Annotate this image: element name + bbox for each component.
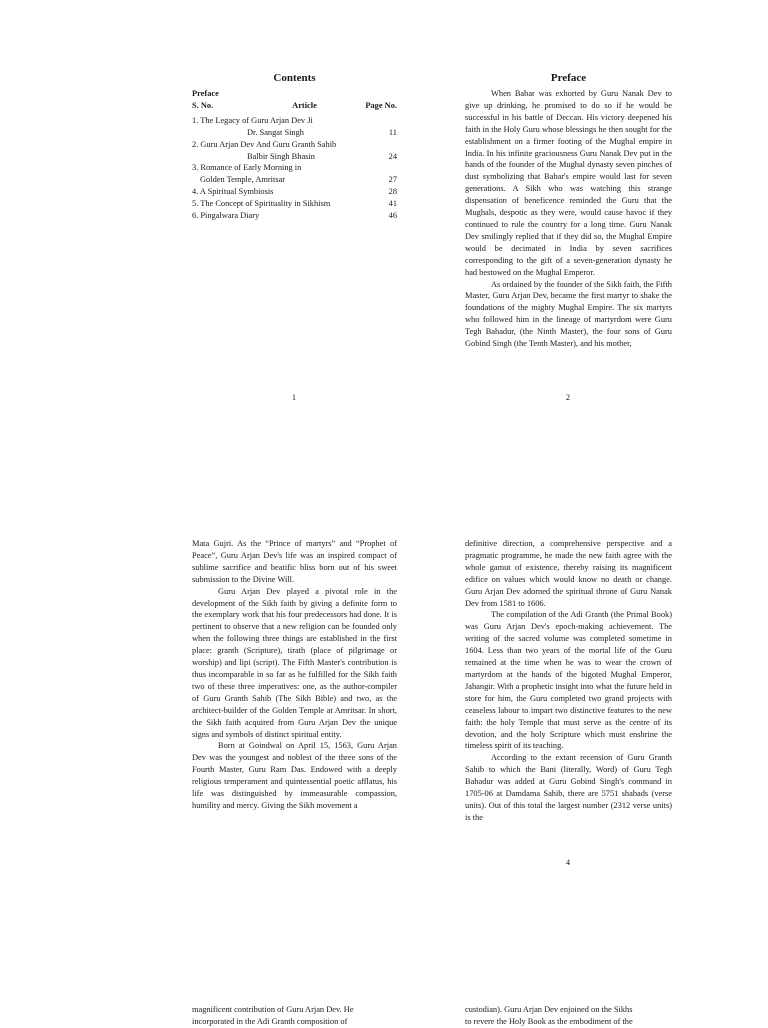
body-paragraph: definitive direction, a comprehensive perspective and a pragmatic programme, he made the new faith agree with the whole gamut of existence, thereby raising its magnificent edifice on values which would know no death or change. Guru Arjan Dev adorned the spiritual throne of Guru Nanak Dev from 1581 to 1606.	[465, 539, 672, 608]
contents-list	[192, 115, 397, 222]
body-paragraph: The compilation of the Adi Granth (the Primal Book) was Guru Arjan Dev's epoch-making achievement. The writing of the sacred volume was completed sometime in 1604. Less than two years of the mortal life of the Guru remained at the time when he was to wear the crown of martyrdom at the hands of the bigoted Mughal Emperor, Jahangir. With a prophetic insight into what the future held in store for him, the Guru completed two grand projects with ceaseless labour to impart two distinctive features to the new faith: the holy Temple that must serve as the centre of its devotion, and the holy Scripture which must enshrine the timeless spirit of its teaching.	[465, 610, 672, 751]
toc-row: Dr. Sangat Singh 11	[247, 127, 397, 137]
toc-row: 3. Romance of Early Morning in	[192, 163, 302, 173]
text-page-4	[465, 538, 672, 824]
preface-paragraph: As ordained by the founder of the Sikh faith, the Fifth Master, Guru Arjan Dev, became the first martyr to shake the foundations of the mighty Mughal Empire. The six martyrs who followed him in the lineage of martyrdom were Guru Tegh Bahadur, (the Ninth Master), the four sons of Guru Gobind Singh (the Tenth Master), and his mother,	[465, 279, 672, 349]
preface-paragraph: When Babar was exhorted by Guru Nanak Dev to give up drinking, he promised to do so if he would be successful in his battle of Deccan. His victory deepened his faith in the Holy Guru whose blessings he then sought for the establishment on a firmer footing of the Mughal empire in India. In his infinite graciousness Guru Nanak Dev put in the hands of the founder of the Mughal dynasty seven pinches of dust symbolizing that Babar's empire would last for seven generations. A Sikh who was watching this strange dispensation of beneficence reminded the Guru that the Mughals, despotic as they were, would cause havoc if they continued to rule the country for a long time. Guru Nanak Dev smilingly replied that if they did so, the Mughal Empire would be decimated in India by seven sacrifices corresponding to the gift of a seven-generation dynasty he had bestowed on the Mughal Emperor.	[465, 89, 672, 277]
text-page-3	[192, 538, 397, 812]
body-line: custodian). Guru Arjan Dev enjoined on the Sikhs	[465, 1005, 633, 1014]
page-number: 4	[565, 858, 571, 867]
body-paragraph: Born at Goindwal on April 15, 1563, Guru Arjan Dev was the youngest and noblest of the three sons of the Fourth Master, Guru Ram Das. Endowed with a deeply religious temperament and quintessential poetic afflatus, his life was distinguished by immeasurable compassion, humility and mercy. Giving the Sikh movement a	[192, 741, 397, 810]
preface-title: Preface	[550, 72, 587, 84]
text-page-6	[465, 1004, 672, 1028]
sno-header: S. No.	[192, 100, 214, 110]
page-number: 1	[291, 393, 297, 402]
page-no-header: Page No.	[365, 100, 397, 110]
body-line: magnificent contribution of Guru Arjan Dev. He	[192, 1005, 354, 1014]
contents-table-header	[192, 100, 397, 112]
article-header: Article	[292, 100, 317, 110]
body-line: to revere the Holy Book as the embodiment of the	[465, 1016, 633, 1026]
toc-row: Balbir Singh Bhasin 24	[247, 151, 397, 161]
contents-title: Contents	[273, 72, 316, 84]
toc-row: Golden Temple, Amritsar 27	[200, 175, 397, 185]
page-number: 2	[565, 393, 571, 402]
preface-page	[465, 71, 672, 350]
body-paragraph: Guru Arjan Dev played a pivotal role in the development of the Sikh faith by giving a definite form to the exemplary work that his four predecessors had done. It is pertinent to observe that a new religion can be founded only when the following three things are established in the first place: granth (Scripture), tirath (place of pilgrimage or worship) and lipi (script). The Fifth Master's contribution is thus incomparable in so far as he fulfilled for the Sikh faith two of these three imperatives: one, as the author-compiler of Guru Granth Sahib (The Sikh Bible) and two, as the architect-builder of the Golden Temple at Amritsar. In short, the Sikh faith acquired from Guru Arjan Dev the unique signs and symbols of distinct spiritual entity.	[192, 586, 397, 739]
toc-row: 1. The Legacy of Guru Arjan Dev Ji	[192, 115, 313, 125]
text-page-5	[192, 1004, 397, 1028]
toc-row: 4. A Spiritual Symbiosis 28	[192, 187, 397, 197]
body-paragraph: Mata Gujri. As the “Prince of martyrs” and “Prophet of Peace”, Guru Arjan Dev's life was an inspired compact of sublime sacrifice and beatific bliss born out of his sweet submission to the Divine Will.	[192, 539, 397, 584]
body-paragraph: According to the extant recension of Guru Granth Sahib to which the Bani (literally, Word) of Guru Tegh Bahadur was added at Guru Gobind Singh's command in 1705-06 at Damdama Sahib, there are 5751 shabads (verse units). Out of this total the largest number (2312 verse units) is the	[465, 753, 672, 822]
toc-row: 5. The Concept of Spirituality in Sikhism 41	[192, 199, 397, 209]
toc-row: 2. Guru Arjan Dev And Guru Granth Sahib	[192, 139, 337, 149]
contents-page	[192, 71, 397, 222]
preface-label: Preface	[192, 89, 219, 98]
toc-row: 6. Pingalwara Diary 46	[192, 211, 397, 221]
body-line: incorporated in the Adi Granth composition of	[192, 1016, 348, 1026]
